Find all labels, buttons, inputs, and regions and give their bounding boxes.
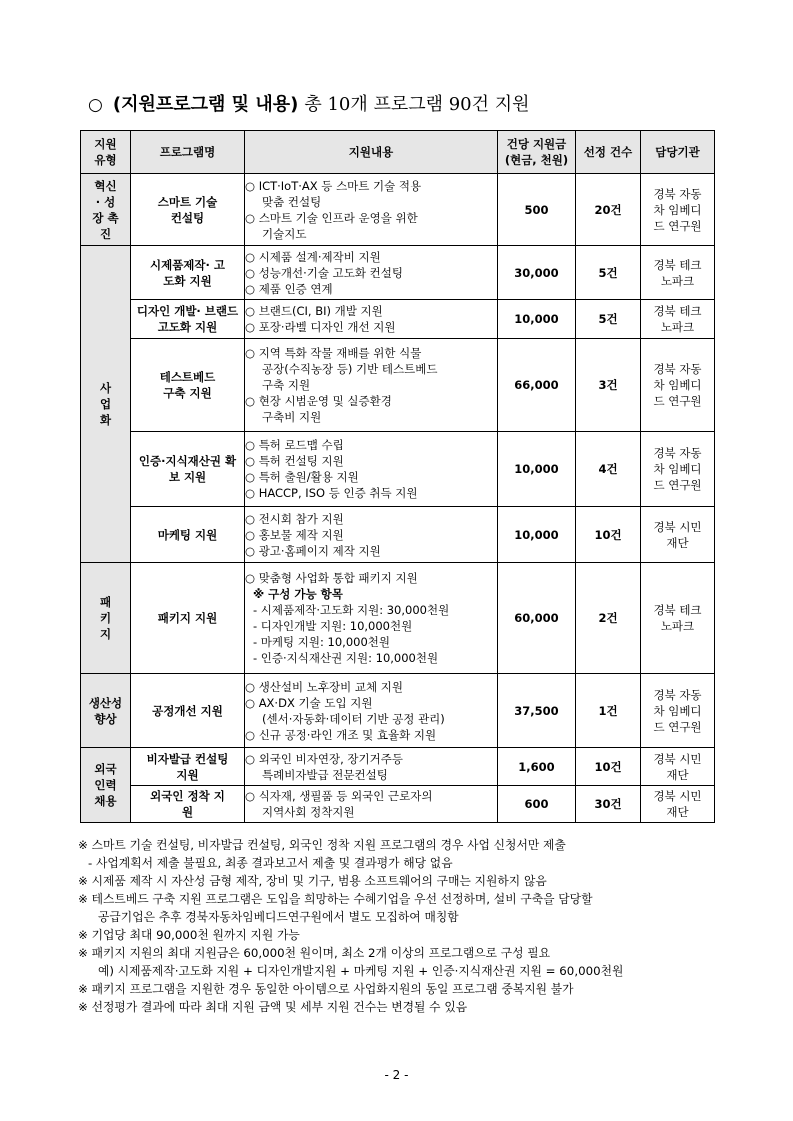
count-cell: 1건: [576, 674, 641, 748]
amount-cell: 10,000: [498, 432, 576, 507]
program-cell: 비자발급 컨설팅 지원: [131, 748, 245, 786]
org-cell: 경북 테크노파크: [641, 563, 715, 674]
amount-cell: 66,000: [498, 339, 576, 432]
content-cell: ○ 생산설비 노후장비 교체 지원 ○ AX·DX 기술 도입 지원 (센서·자동화·데이터 기반 공정 관리) ○ 신규 공정·라인 개조 및 효율화 지원: [245, 674, 498, 748]
amount-cell: 60,000: [498, 563, 576, 674]
type-cell: 생산성 향상: [81, 674, 131, 748]
header-content: 지원내용: [245, 131, 498, 174]
count-cell: 10건: [576, 507, 641, 563]
amount-cell: 1,600: [498, 748, 576, 786]
amount-cell: 10,000: [498, 300, 576, 339]
table-row: [81, 674, 715, 748]
count-cell: 3건: [576, 339, 641, 432]
table-row: [81, 300, 715, 339]
type-cell: 사 업 화: [81, 246, 131, 563]
org-cell: 경북 자동차 임베디드 연구원: [641, 674, 715, 748]
count-cell: 10건: [576, 748, 641, 786]
content-cell: ○ ICT·IoT·AX 등 스마트 기술 적용 맞춤 컨설팅 ○ 스마트 기술 인프라 운영을 위한 기술지도: [245, 174, 498, 246]
org-cell: 경북 시민재단: [641, 786, 715, 823]
table-row: [81, 246, 715, 300]
count-cell: 4건: [576, 432, 641, 507]
header-type: 지원 유형: [81, 131, 131, 174]
count-cell: 5건: [576, 246, 641, 300]
content-cell: ○ 맞춤형 사업화 통합 패키지 지원 ※ 구성 가능 항목 - 시제품제작·고도화 지원: 30,000천원 - 디자인개발 지원: 10,000천원 - 마케팅 지원: 10,000천원 - 인증·지식재산권 지원: 10,000천원: [245, 563, 498, 674]
note-line: ※ 시제품 제작 시 자산성 금형 제작, 장비 및 기구, 범용 소프트웨어의 구매는 지원하지 않음: [78, 874, 547, 888]
heading-summary: 총 10개 프로그램 90건 지원: [304, 94, 530, 115]
type-cell: 외국 인력 채용: [81, 748, 131, 823]
content-cell: ○ 시제품 설계·제작비 지원 ○ 성능개선·기술 고도화 컨설팅 ○ 제품 인증 연계: [245, 246, 498, 300]
count-cell: 5건: [576, 300, 641, 339]
bullet-icon: ○: [88, 95, 103, 115]
amount-cell: 30,000: [498, 246, 576, 300]
table-row: [81, 563, 715, 674]
table-row: [81, 748, 715, 786]
heading-title: (지원프로그램 및 내용): [112, 94, 299, 115]
table-row: [81, 507, 715, 563]
page-number: - 2 -: [384, 1068, 409, 1082]
note-line: ※ 테스트베드 구축 지원 프로그램은 도입을 희망하는 수혜기업을 우선 선정하며, 설비 구축을 담당할: [78, 892, 593, 906]
program-table: [80, 130, 715, 823]
type-cell: 패 키 지: [81, 563, 131, 674]
program-cell: 마케팅 지원: [131, 507, 245, 563]
notes-section: [78, 836, 623, 1016]
table-row: [81, 339, 715, 432]
org-cell: 경북 테크노파크: [641, 246, 715, 300]
table-row: [81, 786, 715, 823]
table-row: [81, 174, 715, 246]
content-cell: ○ 특허 로드맵 수립 ○ 특허 컨설팅 지원 ○ 특허 출원/활용 지원 ○ HACCP, ISO 등 인증 취득 지원: [245, 432, 498, 507]
table-header-row: [81, 131, 715, 174]
program-cell: 외국인 정착 지원: [131, 786, 245, 823]
program-cell: 인증·지식재산권 확보 지원: [131, 432, 245, 507]
amount-cell: 500: [498, 174, 576, 246]
content-cell: ○ 외국인 비자연장, 장기거주등 특례비자발급 전문컨설팅: [245, 748, 498, 786]
header-count: 선정 건수: [576, 131, 641, 174]
amount-cell: 37,500: [498, 674, 576, 748]
header-org: 담당기관: [641, 131, 715, 174]
org-cell: 경북 자동차 임베디드 연구원: [641, 432, 715, 507]
content-cell: ○ 식자재, 생필품 등 외국인 근로자의 지역사회 정착지원: [245, 786, 498, 823]
note-line: ※ 스마트 기술 컨설팅, 비자발급 컨설팅, 외국인 정착 지원 프로그램의 경우 사업 신청서만 제출: [78, 838, 566, 852]
type-cell: 혁신 · 성장 촉진: [81, 174, 131, 246]
content-cell: ○ 지역 특화 작물 재배를 위한 식물 공장(수직농장 등) 기반 테스트베드 구축 지원 ○ 현장 시범운영 및 실증환경 구축비 지원: [245, 339, 498, 432]
note-line: ※ 패키지 지원의 최대 지원금은 60,000천 원이며, 최소 2개 이상의 프로그램으로 구성 필요: [78, 946, 551, 960]
table-row: [81, 432, 715, 507]
org-cell: 경북 테크노파크: [641, 300, 715, 339]
content-cell: ○ 전시회 참가 지원 ○ 홍보물 제작 지원 ○ 광고·홈페이지 제작 지원: [245, 507, 498, 563]
header-amount: 건당 지원금 (현금, 천원): [498, 131, 576, 174]
note-line: - 사업계획서 제출 불필요, 최종 결과보고서 제출 및 결과평가 해당 없음: [88, 856, 453, 870]
note-line: 공급기업은 추후 경북자동차임베디드연구원에서 별도 모집하여 매칭함: [98, 910, 459, 924]
count-cell: 20건: [576, 174, 641, 246]
count-cell: 30건: [576, 786, 641, 823]
program-cell: 스마트 기술 컨설팅: [131, 174, 245, 246]
note-line: ※ 패키지 프로그램을 지원한 경우 동일한 아이템으로 사업화지원의 동일 프로그램 중복지원 불가: [78, 982, 574, 996]
program-cell: 테스트베드 구축 지원: [131, 339, 245, 432]
org-cell: 경북 자동차 임베디드 연구원: [641, 174, 715, 246]
program-cell: 시제품제작· 고도화 지원: [131, 246, 245, 300]
section-heading: [88, 90, 530, 116]
note-line: ※ 선정평가 결과에 따라 최대 지원 금액 및 세부 지원 건수는 변경될 수 있음: [78, 1000, 468, 1014]
note-line: ※ 기업당 최대 90,000천 원까지 지원 가능: [78, 928, 300, 942]
program-cell: 패키지 지원: [131, 563, 245, 674]
content-cell: ○ 브랜드(CI, BI) 개발 지원 ○ 포장·라벨 디자인 개선 지원: [245, 300, 498, 339]
amount-cell: 600: [498, 786, 576, 823]
header-program: 프로그램명: [131, 131, 245, 174]
count-cell: 2건: [576, 563, 641, 674]
program-cell: 공정개선 지원: [131, 674, 245, 748]
amount-cell: 10,000: [498, 507, 576, 563]
program-cell: 디자인 개발· 브랜드 고도화 지원: [131, 300, 245, 339]
org-cell: 경북 시민재단: [641, 748, 715, 786]
note-line: 예) 시제품제작·고도화 지원 + 디자인개발지원 + 마케팅 지원 + 인증·지식재산권 지원 = 60,000천원: [98, 964, 624, 978]
org-cell: 경북 자동차 임베디드 연구원: [641, 339, 715, 432]
org-cell: 경북 시민재단: [641, 507, 715, 563]
